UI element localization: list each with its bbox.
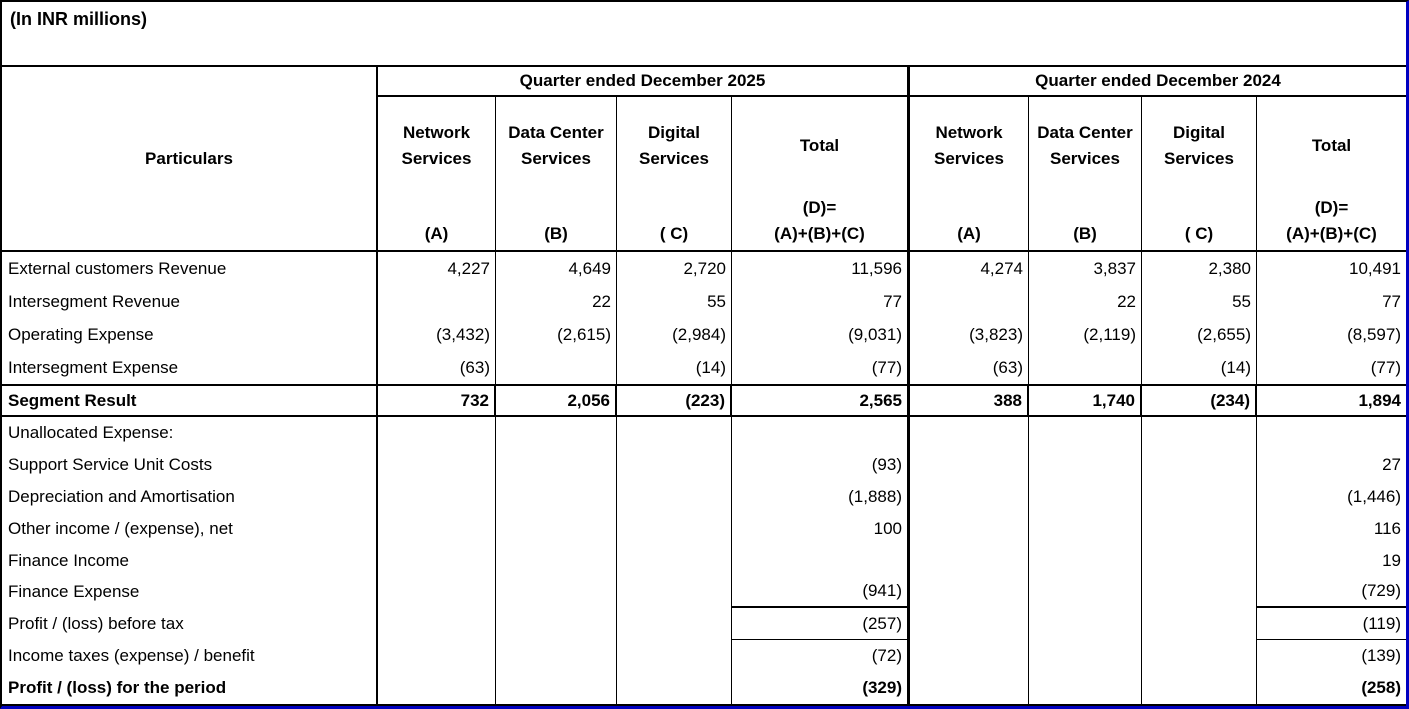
value-cell: 388	[910, 386, 1029, 415]
column-header-2024-network-services	[910, 97, 1029, 250]
empty-cell	[617, 576, 732, 608]
row-label: External customers Revenue	[2, 252, 378, 285]
units-note: (In INR millions)	[2, 2, 1406, 67]
value-cell: 10,491	[1349, 258, 1401, 278]
value-cell: 4,227	[378, 252, 496, 285]
empty-cell	[1029, 449, 1142, 481]
value-cell: 2,565	[732, 386, 910, 415]
value-cell: (257)	[732, 608, 910, 640]
empty-cell	[496, 672, 617, 704]
empty-cell	[1142, 417, 1257, 449]
value-cell	[732, 417, 910, 449]
empty-cell	[1029, 417, 1142, 449]
value-cell: (234)	[1142, 386, 1257, 415]
value-cell: (1,888)	[732, 481, 910, 513]
value-cell: 27	[1382, 454, 1401, 474]
column-letter-line1: ( C)	[1184, 223, 1214, 243]
table-row	[2, 545, 1406, 577]
empty-cell	[910, 545, 1029, 577]
value-cell: (14)	[617, 351, 732, 384]
row-label: Intersegment Expense	[2, 351, 378, 384]
value-cell: 2,380	[1142, 252, 1257, 285]
value-cell: (941)	[732, 576, 910, 608]
column-letter-line1: (B)	[544, 223, 568, 243]
value-cell: (3,432)	[378, 318, 496, 351]
column-letter	[1142, 221, 1256, 251]
empty-cell	[1142, 608, 1257, 640]
value-cell: 2,056	[496, 386, 617, 415]
value-cell	[910, 285, 1029, 318]
value-cell: 22	[496, 285, 617, 318]
value-cell	[732, 545, 910, 577]
value-cell: 19	[1382, 550, 1401, 570]
table-row	[2, 252, 1406, 285]
column-letter	[617, 221, 731, 251]
empty-cell	[910, 481, 1029, 513]
empty-cell	[496, 576, 617, 608]
unallocated-rows	[2, 417, 1406, 706]
value-cell: 3,837	[1029, 252, 1142, 285]
value-cell: 1,740	[1029, 386, 1142, 415]
value-cell: 2,720	[617, 252, 732, 285]
row-label: Profit / (loss) for the period	[2, 672, 378, 704]
value-cell: (93)	[732, 449, 910, 481]
empty-cell	[496, 449, 617, 481]
value-cell: (223)	[617, 386, 732, 415]
value-cell	[378, 285, 496, 318]
row-label: Support Service Unit Costs	[2, 449, 378, 481]
column-letter-line1: (D)=	[802, 198, 837, 217]
value-cell: (9,031)	[732, 318, 910, 351]
empty-cell	[378, 481, 496, 513]
column-name: Total	[799, 135, 840, 155]
value-cell	[496, 351, 617, 384]
column-letter	[378, 221, 495, 251]
empty-cell	[1029, 640, 1142, 672]
row-label: Intersegment Revenue	[2, 285, 378, 318]
value-cell: 77	[1382, 291, 1401, 311]
table-row	[2, 640, 1406, 672]
value-cell: (3,823)	[910, 318, 1029, 351]
value-cell: 22	[1029, 285, 1142, 318]
empty-cell	[910, 608, 1029, 640]
value-cell: (1,446)	[1347, 486, 1401, 506]
column-name: Total	[1311, 135, 1352, 155]
table-row	[2, 318, 1406, 351]
empty-cell	[378, 640, 496, 672]
empty-cell	[617, 640, 732, 672]
column-name: Data Center Services	[1037, 122, 1133, 168]
quarter-2024-header: Quarter ended December 2024	[1035, 71, 1281, 90]
row-label: Income taxes (expense) / benefit	[2, 640, 378, 672]
value-cell: (14)	[1142, 351, 1257, 384]
segment-data-rows	[2, 252, 1406, 384]
column-letter	[1257, 195, 1406, 250]
empty-cell	[378, 672, 496, 704]
empty-cell	[496, 608, 617, 640]
column-letter-line1: (A)	[957, 223, 981, 243]
segment-result-row	[2, 384, 1406, 417]
column-letter-line2: (A)+(B)+(C)	[774, 223, 865, 243]
column-letter	[732, 195, 907, 250]
column-letter	[496, 221, 616, 251]
empty-cell	[1142, 640, 1257, 672]
empty-cell	[1029, 545, 1142, 577]
value-cell: (63)	[378, 351, 496, 384]
empty-cell	[1142, 545, 1257, 577]
table-row	[2, 672, 1406, 704]
value-cell: (329)	[732, 672, 910, 704]
empty-cell	[1029, 672, 1142, 704]
table-row	[2, 576, 1406, 608]
value-cell: (72)	[732, 640, 910, 672]
column-letter-line2: (A)+(B)+(C)	[1286, 223, 1377, 243]
empty-cell	[910, 417, 1029, 449]
empty-cell	[496, 417, 617, 449]
empty-cell	[617, 513, 732, 545]
value-cell: (2,984)	[617, 318, 732, 351]
column-name: Network Services	[934, 122, 1004, 168]
column-name: Network Services	[401, 122, 472, 168]
column-letter-line1: ( C)	[659, 223, 689, 243]
table-row	[2, 285, 1406, 318]
empty-cell	[617, 449, 732, 481]
value-cell: (2,119)	[1029, 318, 1142, 351]
value-cell: (729)	[1257, 576, 1406, 608]
column-header-row	[378, 97, 1406, 250]
value-cell: (258)	[1361, 678, 1401, 698]
row-label: Depreciation and Amortisation	[2, 481, 378, 513]
table-row	[2, 608, 1406, 640]
empty-cell	[1142, 672, 1257, 704]
value-cell: 732	[378, 386, 496, 415]
empty-cell	[617, 481, 732, 513]
table-row	[2, 513, 1406, 545]
empty-cell	[1029, 481, 1142, 513]
value-cell: (77)	[1370, 357, 1401, 377]
value-cell: 116	[1373, 518, 1401, 538]
row-label: Finance Expense	[2, 576, 378, 608]
empty-cell	[378, 576, 496, 608]
column-header-2025-total	[732, 97, 910, 250]
empty-cell	[1142, 576, 1257, 608]
empty-cell	[617, 672, 732, 704]
empty-cell	[496, 640, 617, 672]
row-label: Operating Expense	[2, 318, 378, 351]
value-cell: (2,615)	[496, 318, 617, 351]
row-label: Profit / (loss) before tax	[2, 608, 378, 640]
empty-cell	[910, 672, 1029, 704]
value-cell: 4,649	[496, 252, 617, 285]
value-cell: 4,274	[910, 252, 1029, 285]
column-header-2024-digital-services	[1142, 97, 1257, 250]
empty-cell	[1142, 513, 1257, 545]
quarter-2025-header: Quarter ended December 2025	[378, 67, 910, 95]
column-header-2025-data-center-services	[496, 97, 617, 250]
empty-cell	[378, 449, 496, 481]
value-cell: 77	[732, 285, 910, 318]
value-cell: (119)	[1257, 608, 1406, 640]
table-row	[2, 417, 1406, 449]
empty-cell	[617, 608, 732, 640]
column-header-2025-digital-services	[617, 97, 732, 250]
empty-cell	[496, 481, 617, 513]
empty-cell	[910, 449, 1029, 481]
column-letter	[1029, 221, 1141, 251]
row-label: Other income / (expense), net	[2, 513, 378, 545]
value-cell	[1029, 351, 1142, 384]
column-letter-line1: (A)	[424, 223, 449, 243]
value-cell	[1257, 417, 1406, 449]
empty-cell	[1142, 481, 1257, 513]
column-header-2024-data-center-services	[1029, 97, 1142, 250]
table-row	[2, 351, 1406, 384]
value-cell: (8,597)	[1347, 324, 1401, 344]
column-header-2025-network-services	[378, 97, 496, 250]
column-letter-line1: (B)	[1073, 223, 1097, 243]
table-header	[2, 67, 1406, 252]
quarter-title-row	[378, 67, 1406, 97]
value-cell: 100	[732, 513, 910, 545]
empty-cell	[617, 545, 732, 577]
column-header-2024-total	[1257, 97, 1406, 250]
value-cell: 55	[1142, 285, 1257, 318]
column-name: Digital Services	[1164, 122, 1234, 168]
column-letter	[910, 221, 1028, 251]
value-cell: (2,655)	[1142, 318, 1257, 351]
row-label: Unallocated Expense:	[2, 417, 378, 449]
empty-cell	[378, 513, 496, 545]
empty-cell	[378, 545, 496, 577]
value-cell: 11,596	[732, 252, 910, 285]
column-name: Data Center Services	[508, 122, 604, 168]
empty-cell	[378, 417, 496, 449]
empty-cell	[910, 640, 1029, 672]
particulars-header: Particulars	[2, 67, 378, 250]
value-cell: (63)	[910, 351, 1029, 384]
empty-cell	[378, 608, 496, 640]
empty-cell	[1029, 608, 1142, 640]
empty-cell	[496, 545, 617, 577]
value-cell: (77)	[732, 351, 910, 384]
quarter-headers	[378, 67, 1406, 250]
empty-cell	[617, 417, 732, 449]
row-label: Finance Income	[2, 545, 378, 577]
value-cell: (139)	[1361, 646, 1401, 666]
empty-cell	[1142, 449, 1257, 481]
table-row	[2, 449, 1406, 481]
empty-cell	[496, 513, 617, 545]
empty-cell	[1029, 576, 1142, 608]
row-label: Segment Result	[2, 386, 378, 415]
value-cell: 1,894	[1358, 390, 1401, 410]
column-letter-line1: (D)=	[1314, 198, 1349, 217]
value-cell: 55	[617, 285, 732, 318]
empty-cell	[910, 513, 1029, 545]
column-name: Digital Services	[639, 122, 709, 168]
empty-cell	[1029, 513, 1142, 545]
table-row	[2, 481, 1406, 513]
empty-cell	[910, 576, 1029, 608]
